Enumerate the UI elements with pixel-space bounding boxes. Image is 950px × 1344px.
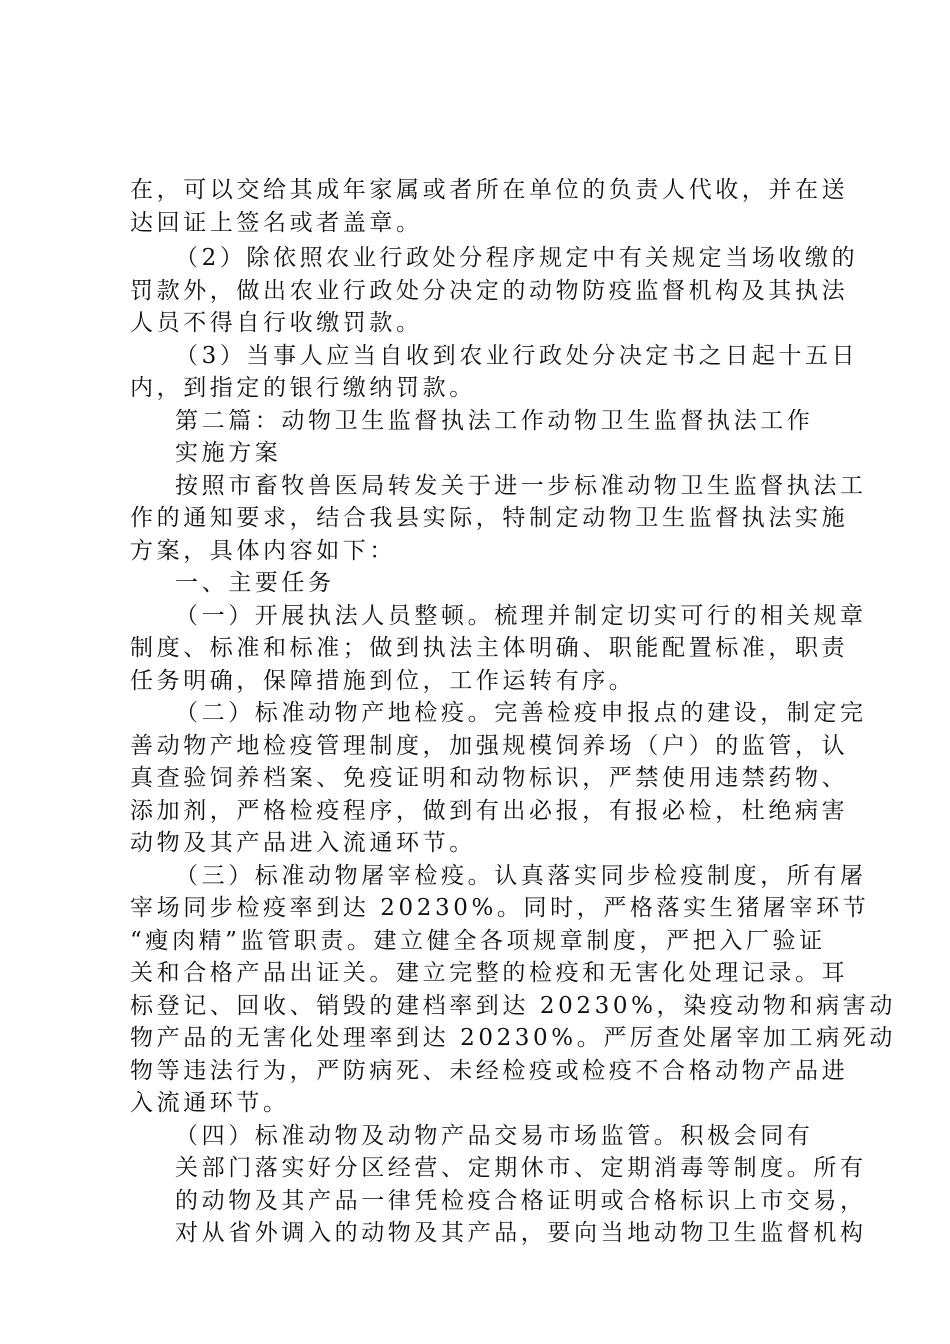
text-line: 对从省外调入的动物及其产品，要向当地动物卫生监督机构	[175, 1220, 867, 1246]
text-line: （二）标准动物产地检疫。完善检疫申报点的建设，制定完	[175, 700, 867, 726]
text-line: （四）标准动物及动物产品交易市场监管。积极会同有	[175, 1123, 814, 1149]
text-line: 作的通知要求，结合我县实际，特制定动物卫生监督执法实施	[130, 505, 849, 531]
text-line: 内，到指定的银行缴纳罚款。	[130, 375, 476, 401]
text-line: 物等违法行为，严防病死、未经检疫或检疫不合格动物产品进	[130, 1058, 849, 1084]
text-line: 制度、标准和标准；做到执法主体明确、职能配置标准，职责	[130, 635, 849, 661]
text-line: 任务明确，保障措施到位，工作运转有序。	[130, 668, 636, 694]
text-line: 宰场同步检疫率到达 20230%。同时，严格落实生猪屠宰环节	[130, 895, 870, 921]
text-line: 添加剂，严格检疫程序，做到有出必报，有报必检，杜绝病害	[130, 798, 849, 824]
text-line: （3）当事人应当自收到农业行政处分决定书之日起十五日	[175, 343, 859, 369]
text-line: （一）开展执法人员整顿。梳理并制定切实可行的相关规章	[175, 603, 867, 629]
text-line: （2）除依照农业行政处分程序规定中有关规定当场收缴的	[175, 245, 859, 271]
text-line: 的动物及其产品一律凭检疫合格证明或合格标识上市交易，	[175, 1188, 867, 1214]
text-line: 关部门落实好分区经营、定期休市、定期消毒等制度。所有	[175, 1155, 867, 1181]
text-line: 入流通环节。	[130, 1090, 290, 1116]
text-line: “瘦肉精”监管职责。建立健全各项规章制度，严把入厂验证	[130, 928, 826, 954]
text-line: 达回证上签名或者盖章。	[130, 210, 423, 236]
text-line: 关和合格产品出证关。建立完整的检疫和无害化处理记录。耳	[130, 960, 849, 986]
text-line: 按照市畜牧兽医局转发关于进一步标准动物卫生监督执法工	[175, 473, 867, 499]
text-line: 在，可以交给其成年家属或者所在单位的负责人代收，并在送	[130, 177, 849, 203]
text-line: 真查验饲养档案、免疫证明和动物标识，严禁使用违禁药物、	[130, 765, 849, 791]
text-line: （三）标准动物屠宰检疫。认真落实同步检疫制度，所有屠	[175, 863, 867, 889]
text-line: 方案，具体内容如下：	[130, 538, 396, 564]
text-line: 标登记、回收、销毁的建档率到达 20230%，染疫动物和病害动	[130, 993, 896, 1019]
text-line: 善动物产地检疫管理制度，加强规模饲养场（户）的监管，认	[130, 733, 849, 759]
text-line: 动物及其产品进入流通环节。	[130, 830, 476, 856]
section-heading: 实施方案	[175, 440, 282, 466]
text-line: 罚款外，做出农业行政处分决定的动物防疫监督机构及其执法	[130, 278, 849, 304]
section-heading: 一、主要任务	[175, 570, 335, 596]
section-heading: 第二篇：动物卫生监督执法工作动物卫生监督执法工作	[175, 408, 814, 434]
text-line: 人员不得自行收缴罚款。	[130, 310, 423, 336]
text-line: 物产品的无害化处理率到达 20230%。严厉查处屠宰加工病死动	[130, 1025, 896, 1051]
